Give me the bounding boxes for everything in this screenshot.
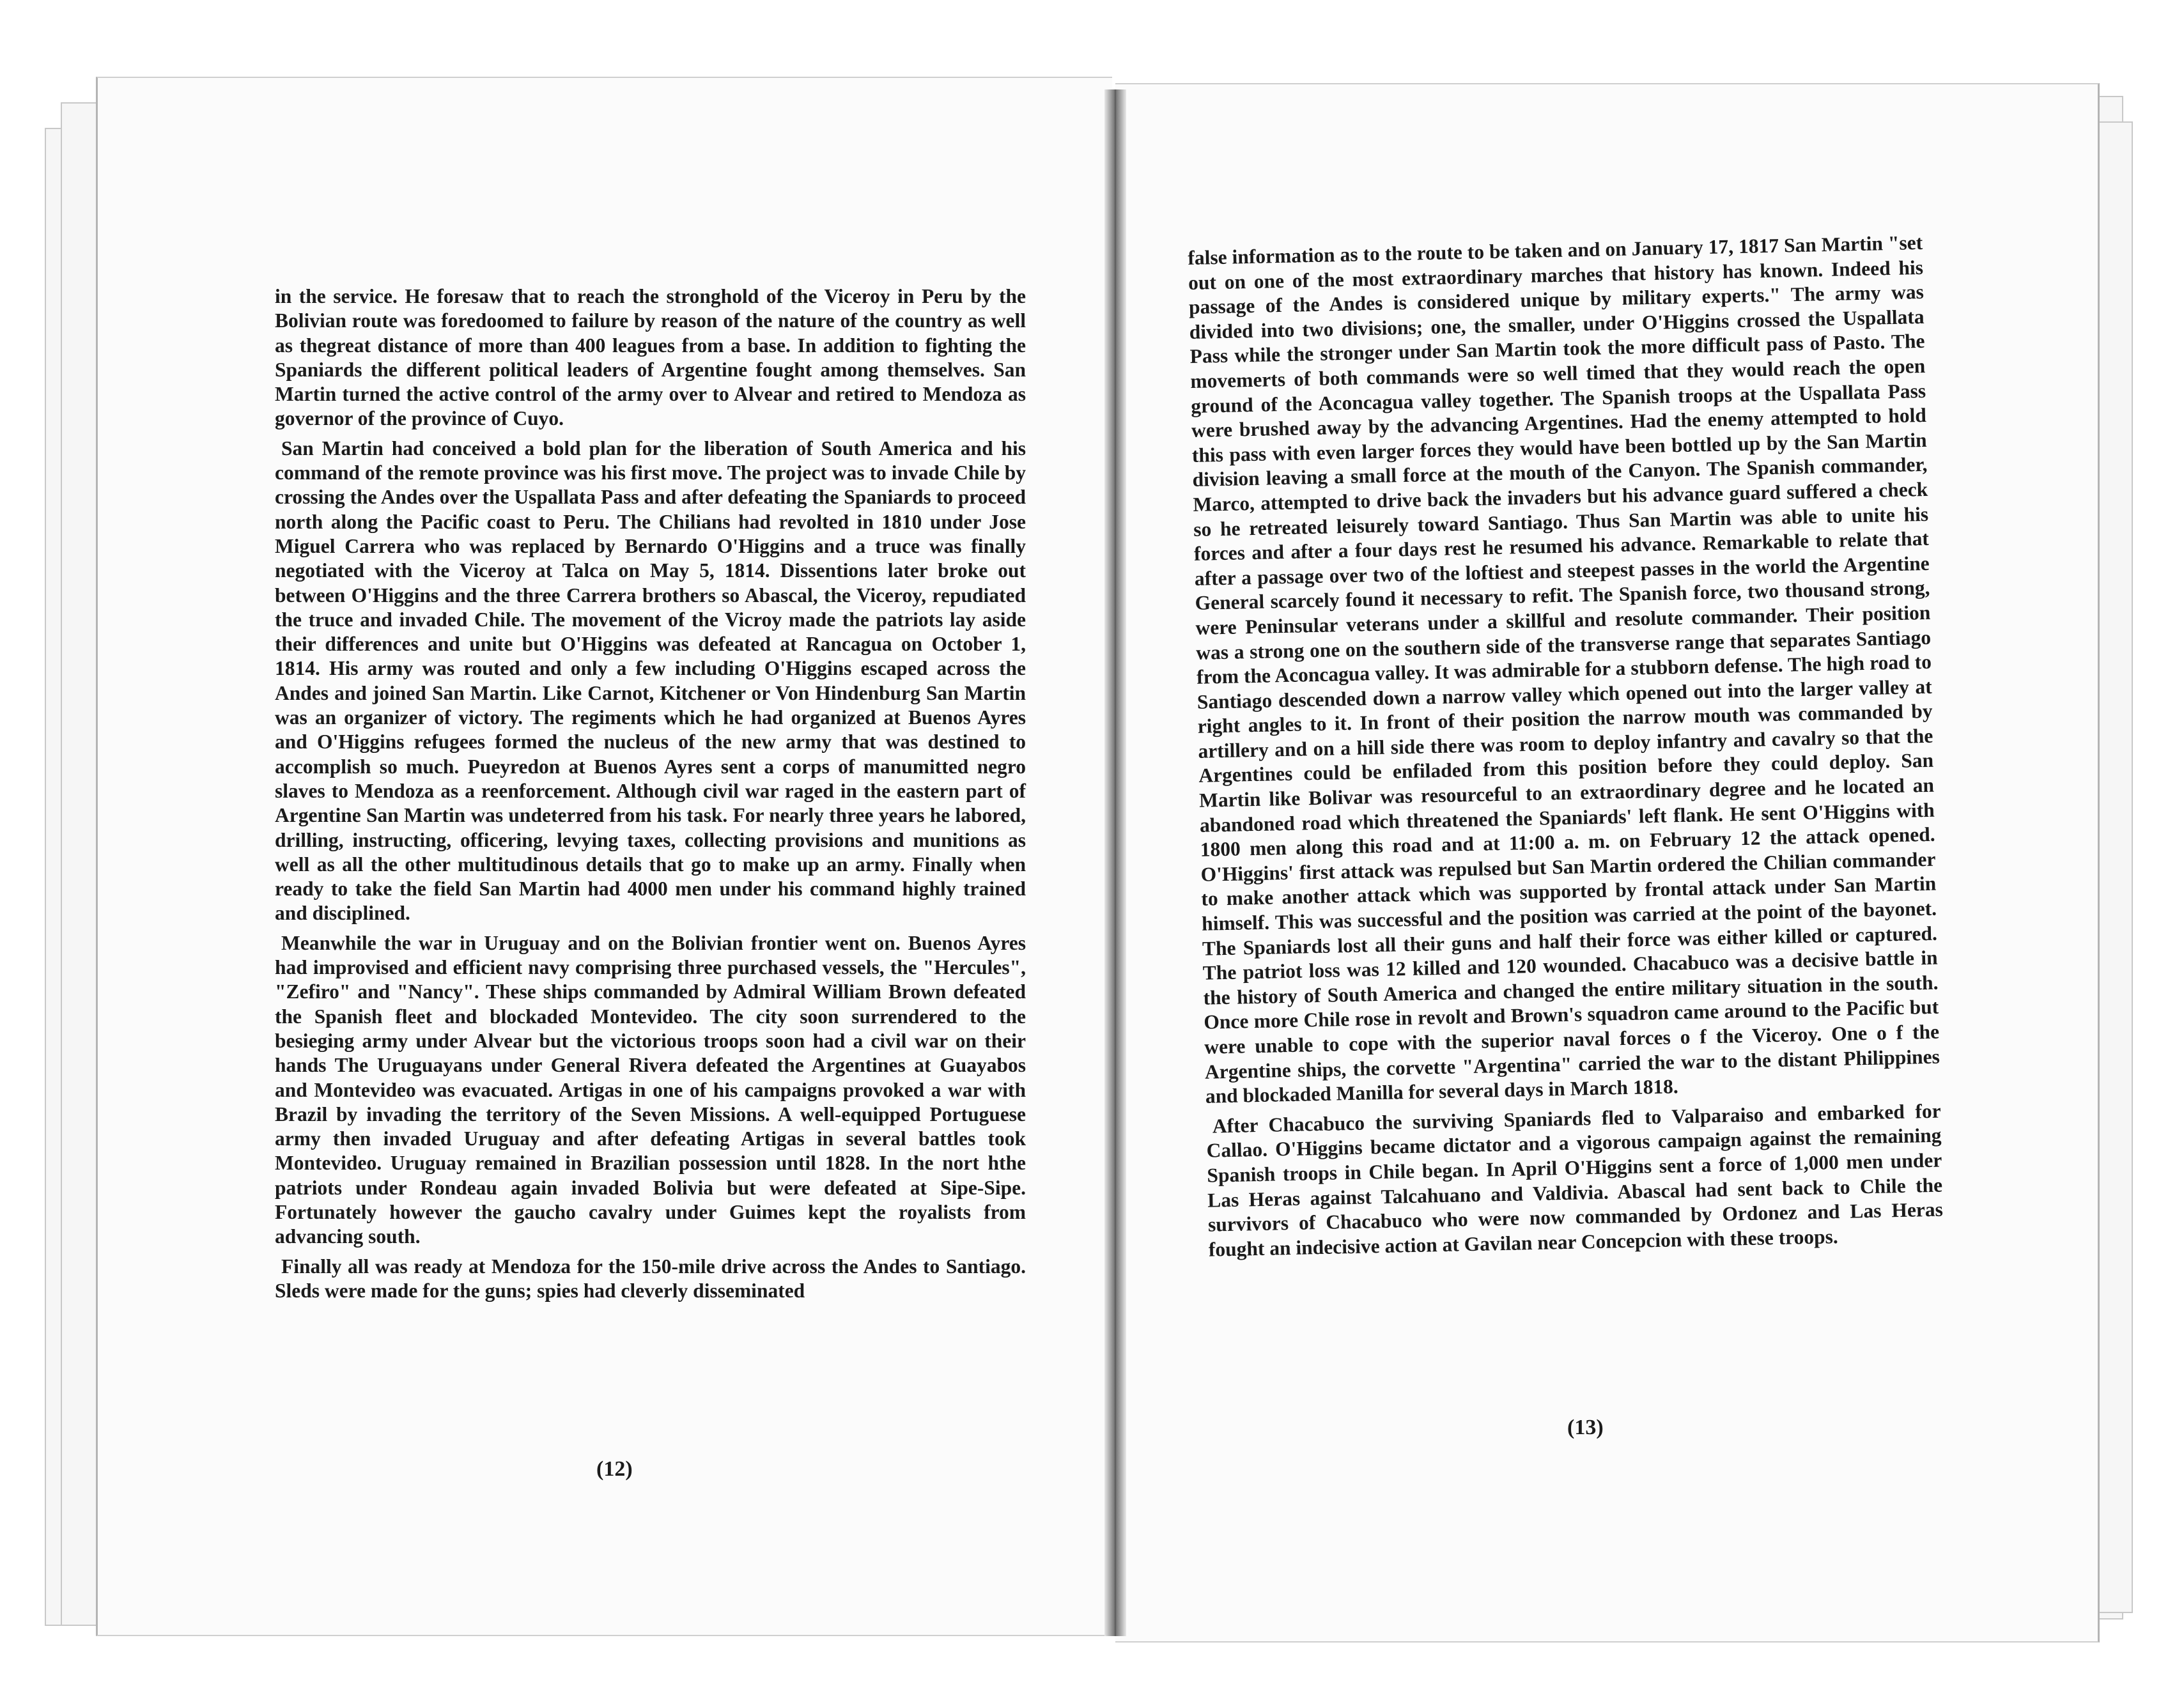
right-page-text (1188, 231, 1944, 1267)
left-paragraph-2: San Martin had conceived a bold plan for the liberation of South America and his command of the remote province was his first move. The project was to invade Chile by crossing the Andes over the Uspallata Pass and after defeating the Spaniards to proceed north along the Pacific coast to Peru. The Chilians had revolted in 1810 under Jose Miguel Carrera who was replaced by Bernardo O'Higgins and a truce was finally negotiated with the Viceroy at Talca on May 5, 1814. Dissentions later broke out between O'Higgins and the three Carrera brothers so Abascal, the Viceroy, repudiated the truce and invaded Chile. The movement of the Vicroy made the patriots lay aside their differences and unite but O'Higgins was defeated at Rancagua on October 1, 1814. His army was routed and only a few including O'Higgins escaped across the Andes and joined San Martin. Like Carnot, Kitchener or Von Hindenburg San Martin was an organizer of victory. The regiments which he had organized at Buenos Ayres and O'Higgins refugees formed the nucleus of the new army that was destined to accomplish so much. Pueyredon at Buenos Ayres sent a corps of manumitted negro slaves to Mendoza as a reenforcement. Although civil war raged in the eastern part of Argentine San Martin was undeterred from his task. For nearly three years he labored, drilling, instructing, officering, levying taxes, collecting provisions and munitions as well as all the other multitudinous details that go to make up an army. Finally when ready to take the field San Martin had 4000 men under his command highly trained and disciplined. (275, 437, 1026, 925)
page-stack-edge-right-2 (2096, 121, 2133, 1613)
book-gutter (1104, 89, 1126, 1636)
left-paragraph-3: Meanwhile the war in Uruguay and on the Bolivian frontier went on. Buenos Ayres had improvised and efficient navy comprising three purchased vessels, the "Hercules", "Zefiro" and "Nancy". These ships commanded by Admiral William Brown defeated the Spanish fleet and blockaded Montevideo. The city soon surrendered to the besieging army under Alvear but the victorious troops soon had a civil war on their hands The Uruguayans under General Rivera defeated the Argentines at Guayabos and Montevideo was evacuated. Artigas in one of his campaigns provoked a war with Brazil by invading the territory of the Seven Missions. A well-equipped Portuguese army then invaded Uruguay and after defeating Artigas in several battles took Montevideo. Uruguay remained in Brazilian possession until 1828. In the nort hthe patriots under Rondeau again invaded Bolivia but were defeated at Sipe-Sipe. Fortunately however the gaucho cavalry under Guimes kept the royalists from advancing south. (275, 931, 1026, 1248)
right-paragraph-1: false information as to the route to be taken and on January 17, 1817 San Martin "set out on one of the most extraordinary marches that history has known. Indeed his passage of the Andes is considered unique by military experts." The army was divided into two divisions; one, the smaller, under O'Higgins crossed the Uspallata Pass while the stronger under San Martin took the more difficult pass of Pasto. The movemerts of both commands were so well timed that they would reach the open ground of the Aconcagua valley together. The Spanish troops at the Uspallata Pass were brushed away by the advancing Argentines. Had the enemy attempted to hold this pass with even larger forces they would have been bottled up by the San Martin division leaving a small force at the mouth of the Canyon. The Spanish commander, Marco, attempted to drive back the invaders but his advance guard suffered a check so he retreated leisurely toward Santiago. Thus San Martin was able to unite his forces and after a four days rest he resumed his advance. Remarkable to relate that after a passage over two of the loftiest and steepest passes in the world the Argentine General scarcely found it necessary to refit. The Spanish force, two thousand strong, were Peninsular veterans under a skillful and resolute commander. Their position was a strong one on the southern side of the transverse range that separates Santiago from the Aconcagua valley. It was admirable for a stubborn defense. The high road to Santiago descended down a narrow valley which opened out into the larger valley at right angles to it. In front of their position the narrow mouth was commanded by artillery and on a hill side there was room to deploy infantry and cavalry so that the Argentines could be enfiladed from this position before they could deploy. San Martin like Bolivar was resourceful to an extraordinary degree and he located an abandoned road which threatened the Spaniards' left flank. He sent O'Higgins with 1800 men along this road and at 11:00 a. m. on February 12 the attack opened. O'Higgins' first attack was repulsed but San Martin ordered the Chilian commander to make another attack which was supported by frontal attack under San Martin himself. This was successful and the position was carried at the point of the bayonet. The Spaniards lost all their guns and half their force was either killed or captured. The patriot loss was 12 killed and 120 wounded. Chacabuco was a decisive battle in the history of South America and changed the entire military situation in the south. Once more Chile rose in revolt and Brown's squadron came around to the Pacific but were unable to cope with the superior naval forces o f the Viceroy. One o f the Argentine ships, the corvette "Argentina" carried the war to the distant Philippines and blockaded Manilla for several days in March 1818. (1188, 231, 1940, 1108)
right-page-number: (13) (1567, 1416, 1604, 1439)
left-paragraph-1: in the service. He foresaw that to reach the stronghold of the Viceroy in Peru by the Bolivian route was foredoomed to failure by reason of the nature of the country as well as thegreat distance of more than 400 leagues from a base. In addition to fighting the Spaniards the different political leaders of Argentine fought among themselves. San Martin turned the active control of the army over to Alvear and retired to Mendoza as governor of the province of Cuyo. (275, 285, 1026, 430)
left-page-text (275, 284, 1026, 1308)
right-paragraph-2: After Chacabuco the surviving Spaniards fled to Valparaiso and embarked for Callao. O'Higgins became dictator and a vigorous campaign against the remaining Spanish troops in Chile began. In April O'Higgins sent a force of 1,000 men under Las Heras against Talcahuano and Valdivia. Abascal had sent back to Chile the survivors of Chacabuco who were now commanded by Ordonez and Las Heras fought an indecisive action at Gavilan near Concepcion with these troops. (1206, 1099, 1944, 1261)
left-paragraph-4: Finally all was ready at Mendoza for the 150-mile drive across the Andes to Santiago. Sleds were made for the guns; spies had cleverly disseminated (275, 1255, 1026, 1302)
left-page-number: (12) (596, 1457, 633, 1481)
